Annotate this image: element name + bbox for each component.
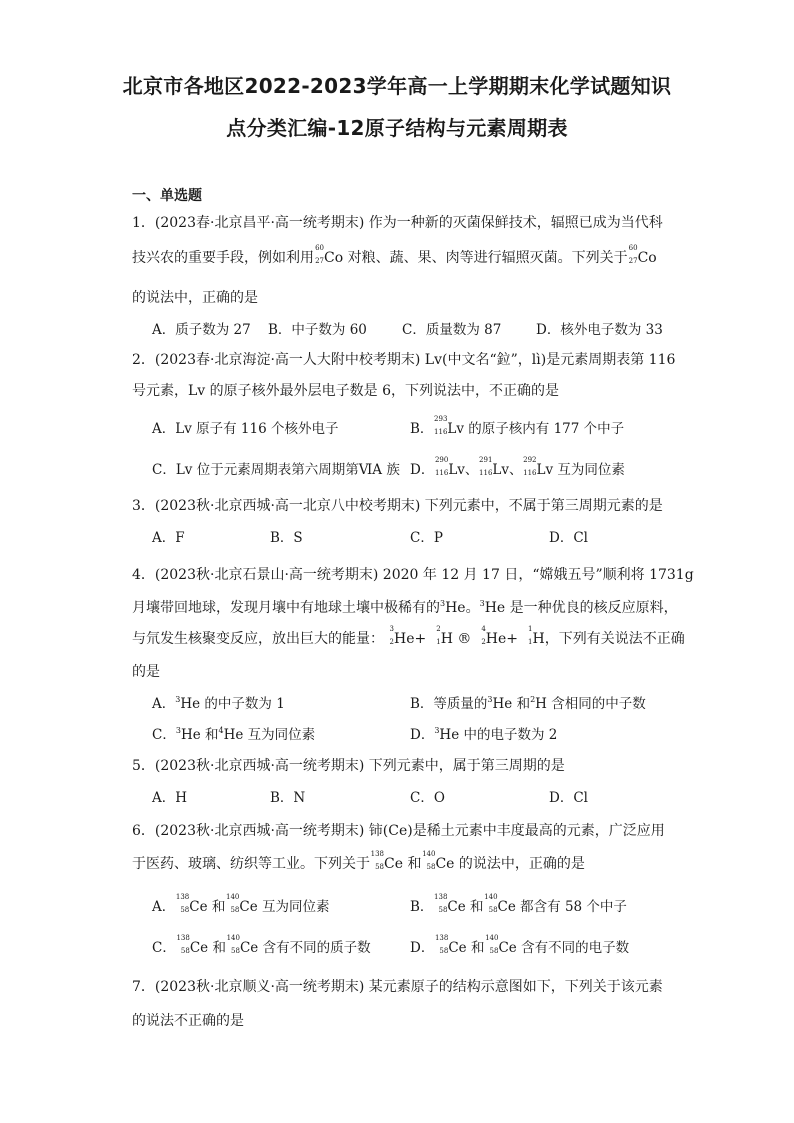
q6-option-c[interactable]: C． 138 58 Ce 和 140 58 Ce 含有不同的质子数 xyxy=(152,934,371,956)
q3-option-a[interactable]: A．F xyxy=(152,530,185,546)
q7-stem-line2: 的说法不正确的是 xyxy=(132,1013,244,1029)
q2-option-c[interactable]: C．Lv 位于元素周期表第六周期第ⅥA 族 xyxy=(152,462,400,478)
q2-stem-line1: 2．(2023春·北京海淀·高一人大附中校考期末) Lv(中文名“鉝”，lì)是元素周期表第 116 xyxy=(132,352,676,368)
q1-option-b[interactable]: B．中子数为 60 xyxy=(268,322,367,338)
q3-option-d[interactable]: D．Cl xyxy=(549,530,588,546)
q6-stem-line1: 6．(2023秋·北京西城·高一统考期末) 铈(Ce)是稀土元素中丰度最高的元素，广泛应用 xyxy=(132,823,665,839)
q3-option-c[interactable]: C．P xyxy=(410,530,443,546)
q4-option-a[interactable]: A．$^3$He 的中子数为 1 xyxy=(152,695,285,712)
q4-option-d[interactable]: D．$^3$He 中的电子数为 2 xyxy=(410,726,558,743)
q2-option-a[interactable]: A．Lv 原子有 116 个核外电子 xyxy=(152,421,339,437)
document-title-line1: 北京市各地区2022-2023学年高一上学期期末化学试题知识 xyxy=(122,74,672,98)
q6-stem-line2: 于医药、玻璃、纺织等工业。下列关于 138 58 Ce 和 140 58 Ce 的说法中，正确的是 xyxy=(132,850,585,872)
q4-stem-line4: 的是 xyxy=(132,664,160,680)
isotope-co60: 60 27 xyxy=(315,244,324,265)
isotope-co60: 60 27 xyxy=(628,244,638,265)
q4-option-b[interactable]: B．等质量的$^3$He 和$^2$H 含相同的中子数 xyxy=(410,695,646,712)
q6-option-d[interactable]: D． 138 58 Ce 和 140 58 Ce 含有不同的电子数 xyxy=(410,934,630,956)
q5-option-a[interactable]: A．H xyxy=(152,790,188,806)
q2-option-d[interactable]: D． 290 116 Lv、 291 116 Lv、 292 116 Lv 互为同位素 xyxy=(410,456,625,478)
q5-option-b[interactable]: B．N xyxy=(270,790,306,806)
q4-stem-line3: 与氘发生核聚变反应，放出巨大的能量： 3 2 He+ 2 1 H ® 4 2 He+ 1 1 H，下列有关说法不正确 xyxy=(132,625,685,647)
q6-option-a[interactable]: A． 138 58 Ce 和 140 58 Ce 互为同位素 xyxy=(152,893,330,915)
q1-option-a[interactable]: A．质子数为 27 xyxy=(152,322,251,338)
q4-option-c[interactable]: C．$^3$He 和$^4$He 互为同位素 xyxy=(152,726,316,743)
q3-stem-line1: 3．(2023秋·北京西城·高一北京八中校考期末) 下列元素中，不属于第三周期元素的是 xyxy=(132,498,663,514)
q5-option-d[interactable]: D．Cl xyxy=(549,790,588,806)
section-heading: 一、单选题 xyxy=(132,188,202,204)
q2-option-b[interactable]: B． 293 116 Lv 的原子核内有 177 个中子 xyxy=(410,415,625,437)
q1-option-c[interactable]: C．质量数为 87 xyxy=(402,322,502,338)
q1-stem-line2: 技兴农的重要手段，例如利用 60 27 Co 对粮、蔬、果、肉等进行辐照灭菌。下列关于 60 27 Co xyxy=(132,244,657,266)
document-title-line2: 点分类汇编-12原子结构与元素周期表 xyxy=(226,116,568,140)
q3-option-b[interactable]: B．S xyxy=(270,530,303,546)
q7-stem-line1: 7．(2023秋·北京顺义·高一统考期末) 某元素原子的结构示意图如下，下列关于该元素 xyxy=(132,979,663,995)
q2-stem-line2: 号元素，Lv 的原子核外最外层电子数是 6，下列说法中，不正确的是 xyxy=(132,383,560,399)
q1-stem-line1: 1．(2023春·北京昌平·高一统考期末) 作为一种新的灭菌保鲜技术，辐照已成为当代科 xyxy=(132,215,663,231)
q5-stem-line1: 5．(2023秋·北京西城·高一统考期末) 下列元素中，属于第三周期的是 xyxy=(132,758,565,774)
q6-option-b[interactable]: B． 138 58 Ce 和 140 58 Ce 都含有 58 个中子 xyxy=(410,893,627,915)
q5-option-c[interactable]: C．O xyxy=(410,790,445,806)
q1-stem-line3: 的说法中，正确的是 xyxy=(132,290,258,306)
q1-option-d[interactable]: D．核外电子数为 33 xyxy=(536,322,663,338)
q4-stem-line1: 4．(2023秋·北京石景山·高一统考期末) 2020 年 12 月 17 日，“嫦娥五号”顺利将 1731g xyxy=(132,567,694,583)
q4-stem-line2: 月壤带回地球，发现月壤中有地球土壤中极稀有的$^3$He。$^3$He 是一种优良的核反应原料， xyxy=(132,599,678,616)
